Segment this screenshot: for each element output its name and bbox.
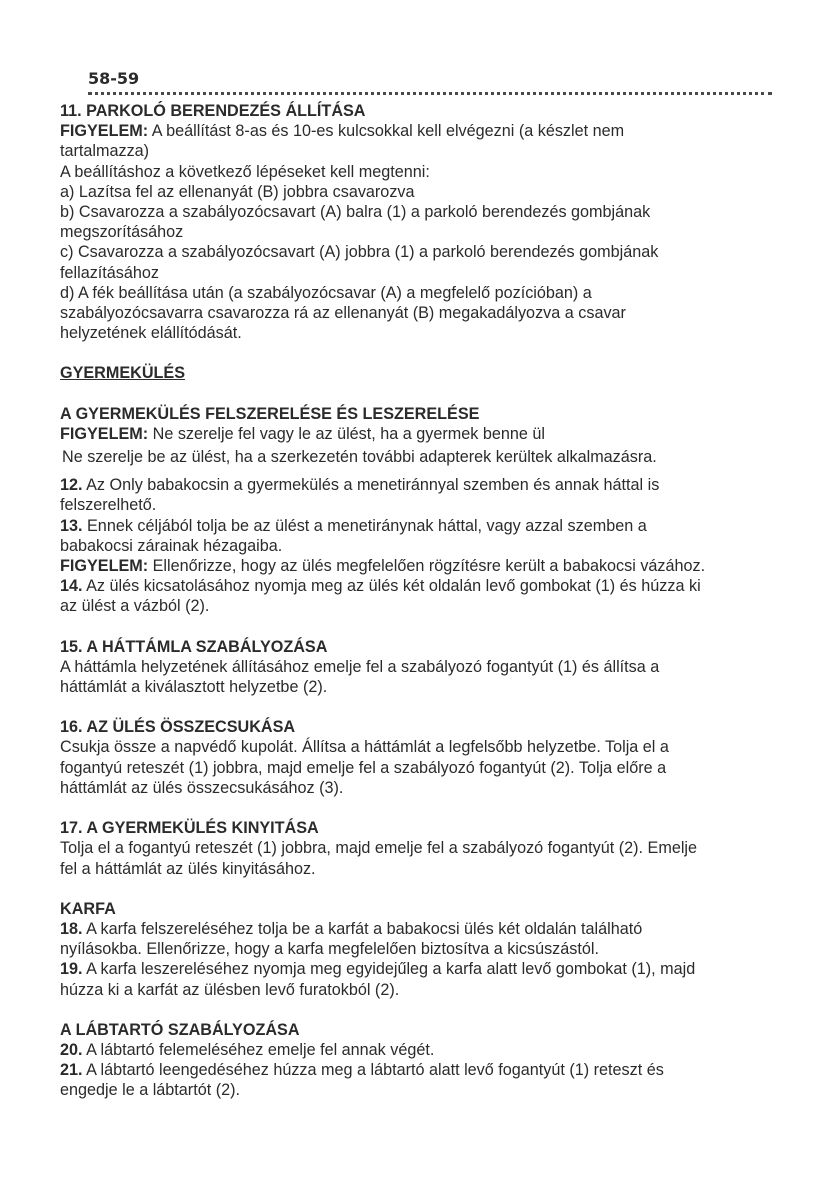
step-text: A lábtartó leengedéséhez húzza meg a lábtartó alatt levő fogantyút (1) reteszt és [82,1061,664,1080]
section-title-footrest: A LÁBTARTÓ SZABÁLYOZÁSA [60,1020,300,1039]
step-20 [60,1040,778,1060]
step-number: 14. [60,577,83,596]
step-21 [60,1060,778,1080]
step-18 [60,919,778,939]
step-b: b) Csavarozza a szabályozócsavart (A) balra (1) a parkoló berendezés gombjának [60,203,651,222]
section-title-child-seat: GYERMEKÜLÉS [60,364,186,383]
text-line: A beállításhoz a következő lépéseket kell megtenni: [60,162,430,181]
text-line: helyzetének elállítódását. [60,324,242,343]
step-13 [60,516,778,536]
step-text: A karfa felszereléséhez tolja be a karfát a babakocsi ülés két oldalán található [82,919,643,938]
section-title-parking: 11. PARKOLÓ BERENDEZÉS ÁLLÍTÁSA [60,102,366,120]
step-text: A lábtartó felemeléséhez emelje fel annak végét. [82,1040,435,1059]
warning-line [60,556,778,576]
section-title-armrest: KARFA [60,899,116,918]
step-number: 21. [60,1061,83,1080]
text-line: tartalmazza) [60,142,150,161]
step-number: 18. [60,919,83,938]
warning-text: Ellenőrizze, hogy az ülés megfelelően rögzítésre került a babakocsi vázához. [148,557,706,576]
section-title-opening: 17. A GYERMEKÜLÉS KINYITÁSA [60,819,319,838]
text-line: Csukja össze a napvédő kupolát. Állítsa a háttámlát a legfelsőbb helyzetbe. Tolja el a [60,738,669,757]
page-number: 58-59 [88,69,140,88]
step-text: Az Only babakocsin a gyermekülés a menetiránnyal szemben és annak háttal is [82,476,660,495]
step-14 [60,576,778,596]
text-line: fellazításához [60,263,159,282]
dotted-divider [88,92,772,99]
text-line: felszerelhető. [60,496,157,515]
step-12 [60,475,778,495]
text-line: megszorításához [60,223,184,242]
step-text: Ennek céljából tolja be az ülést a menetiránynak háttal, vagy azzal szemben a [82,516,647,535]
document-page [60,68,778,1101]
warning-text: A beállítást 8-as és 10-es kulcsokkal kell elvégezni (a készlet nem [148,122,625,141]
text-line: babakocsi zárainak hézagaiba. [60,536,283,555]
step-text: A karfa leszereléséhez nyomja meg egyidejűleg a karfa alatt levő gombokat (1), majd [82,960,696,979]
warning-label: FIGYELEM: [60,557,149,576]
warning-label: FIGYELEM: [60,424,149,443]
text-line: fogantyú reteszét (1) jobbra, majd emelje fel a szabályozó fogantyút (2). Tolja előre a [60,758,667,777]
text-line: Ne szerelje be az ülést, ha a szerkezetén további adapterek kerültek alkalmazásra. [62,448,657,467]
text-line: az ülést a vázból (2). [60,597,210,616]
document-body [60,101,778,1101]
section-title-backrest: 15. A HÁTTÁMLA SZABÁLYOZÁSA [60,637,328,656]
warning-text: Ne szerelje fel vagy le az ülést, ha a gyermek benne ül [148,424,545,443]
warning-line [60,424,778,444]
warning-label: FIGYELEM: [60,122,149,141]
step-19 [60,959,778,979]
text-line: háttámlát az ülés összecsukásához (3). [60,778,344,797]
step-number: 19. [60,960,83,979]
step-number: 13. [60,516,83,535]
text-line: háttámlát a kiválasztott helyzetbe (2). [60,678,328,697]
text-line: húzza ki a karfát az ülésben levő furatokból (2). [60,980,400,999]
step-number: 12. [60,476,83,495]
section-title-folding: 16. AZ ÜLÉS ÖSSZECSUKÁSA [60,718,296,737]
text-line: Tolja el a fogantyú reteszét (1) jobbra, majd emelje fel a szabályozó fogantyút (2). Emelje [60,839,698,858]
step-c: c) Csavarozza a szabályozócsavart (A) jobbra (1) a parkoló berendezés gombjának [60,243,659,262]
text-line: A háttámla helyzetének állításához emelje fel a szabályozó fogantyút (1) és állítsa a [60,657,660,676]
text-line: szabályozócsavarra csavarozza rá az ellenanyát (B) megakadályozva a csavar [60,304,626,323]
step-text: Az ülés kicsatolásához nyomja meg az ülés két oldalán levő gombokat (1) és húzza ki [82,577,701,596]
text-line: fel a háttámlát az ülés kinyitásához. [60,859,316,878]
section-title-seat-mounting: A GYERMEKÜLÉS FELSZERELÉSE ÉS LESZERELÉSE [60,404,480,423]
text-line: engedje le a lábtartót (2). [60,1081,240,1100]
warning-line [60,121,778,141]
step-d: d) A fék beállítása után (a szabályozócsavar (A) a megfelelő pozícióban) a [60,283,592,302]
step-number: 20. [60,1040,83,1059]
text-line: nyílásokba. Ellenőrizze, hogy a karfa megfelelően biztosítva a kicsúszástól. [60,940,599,959]
step-a: a) Lazítsa fel az ellenanyát (B) jobbra csavarozva [60,182,415,201]
